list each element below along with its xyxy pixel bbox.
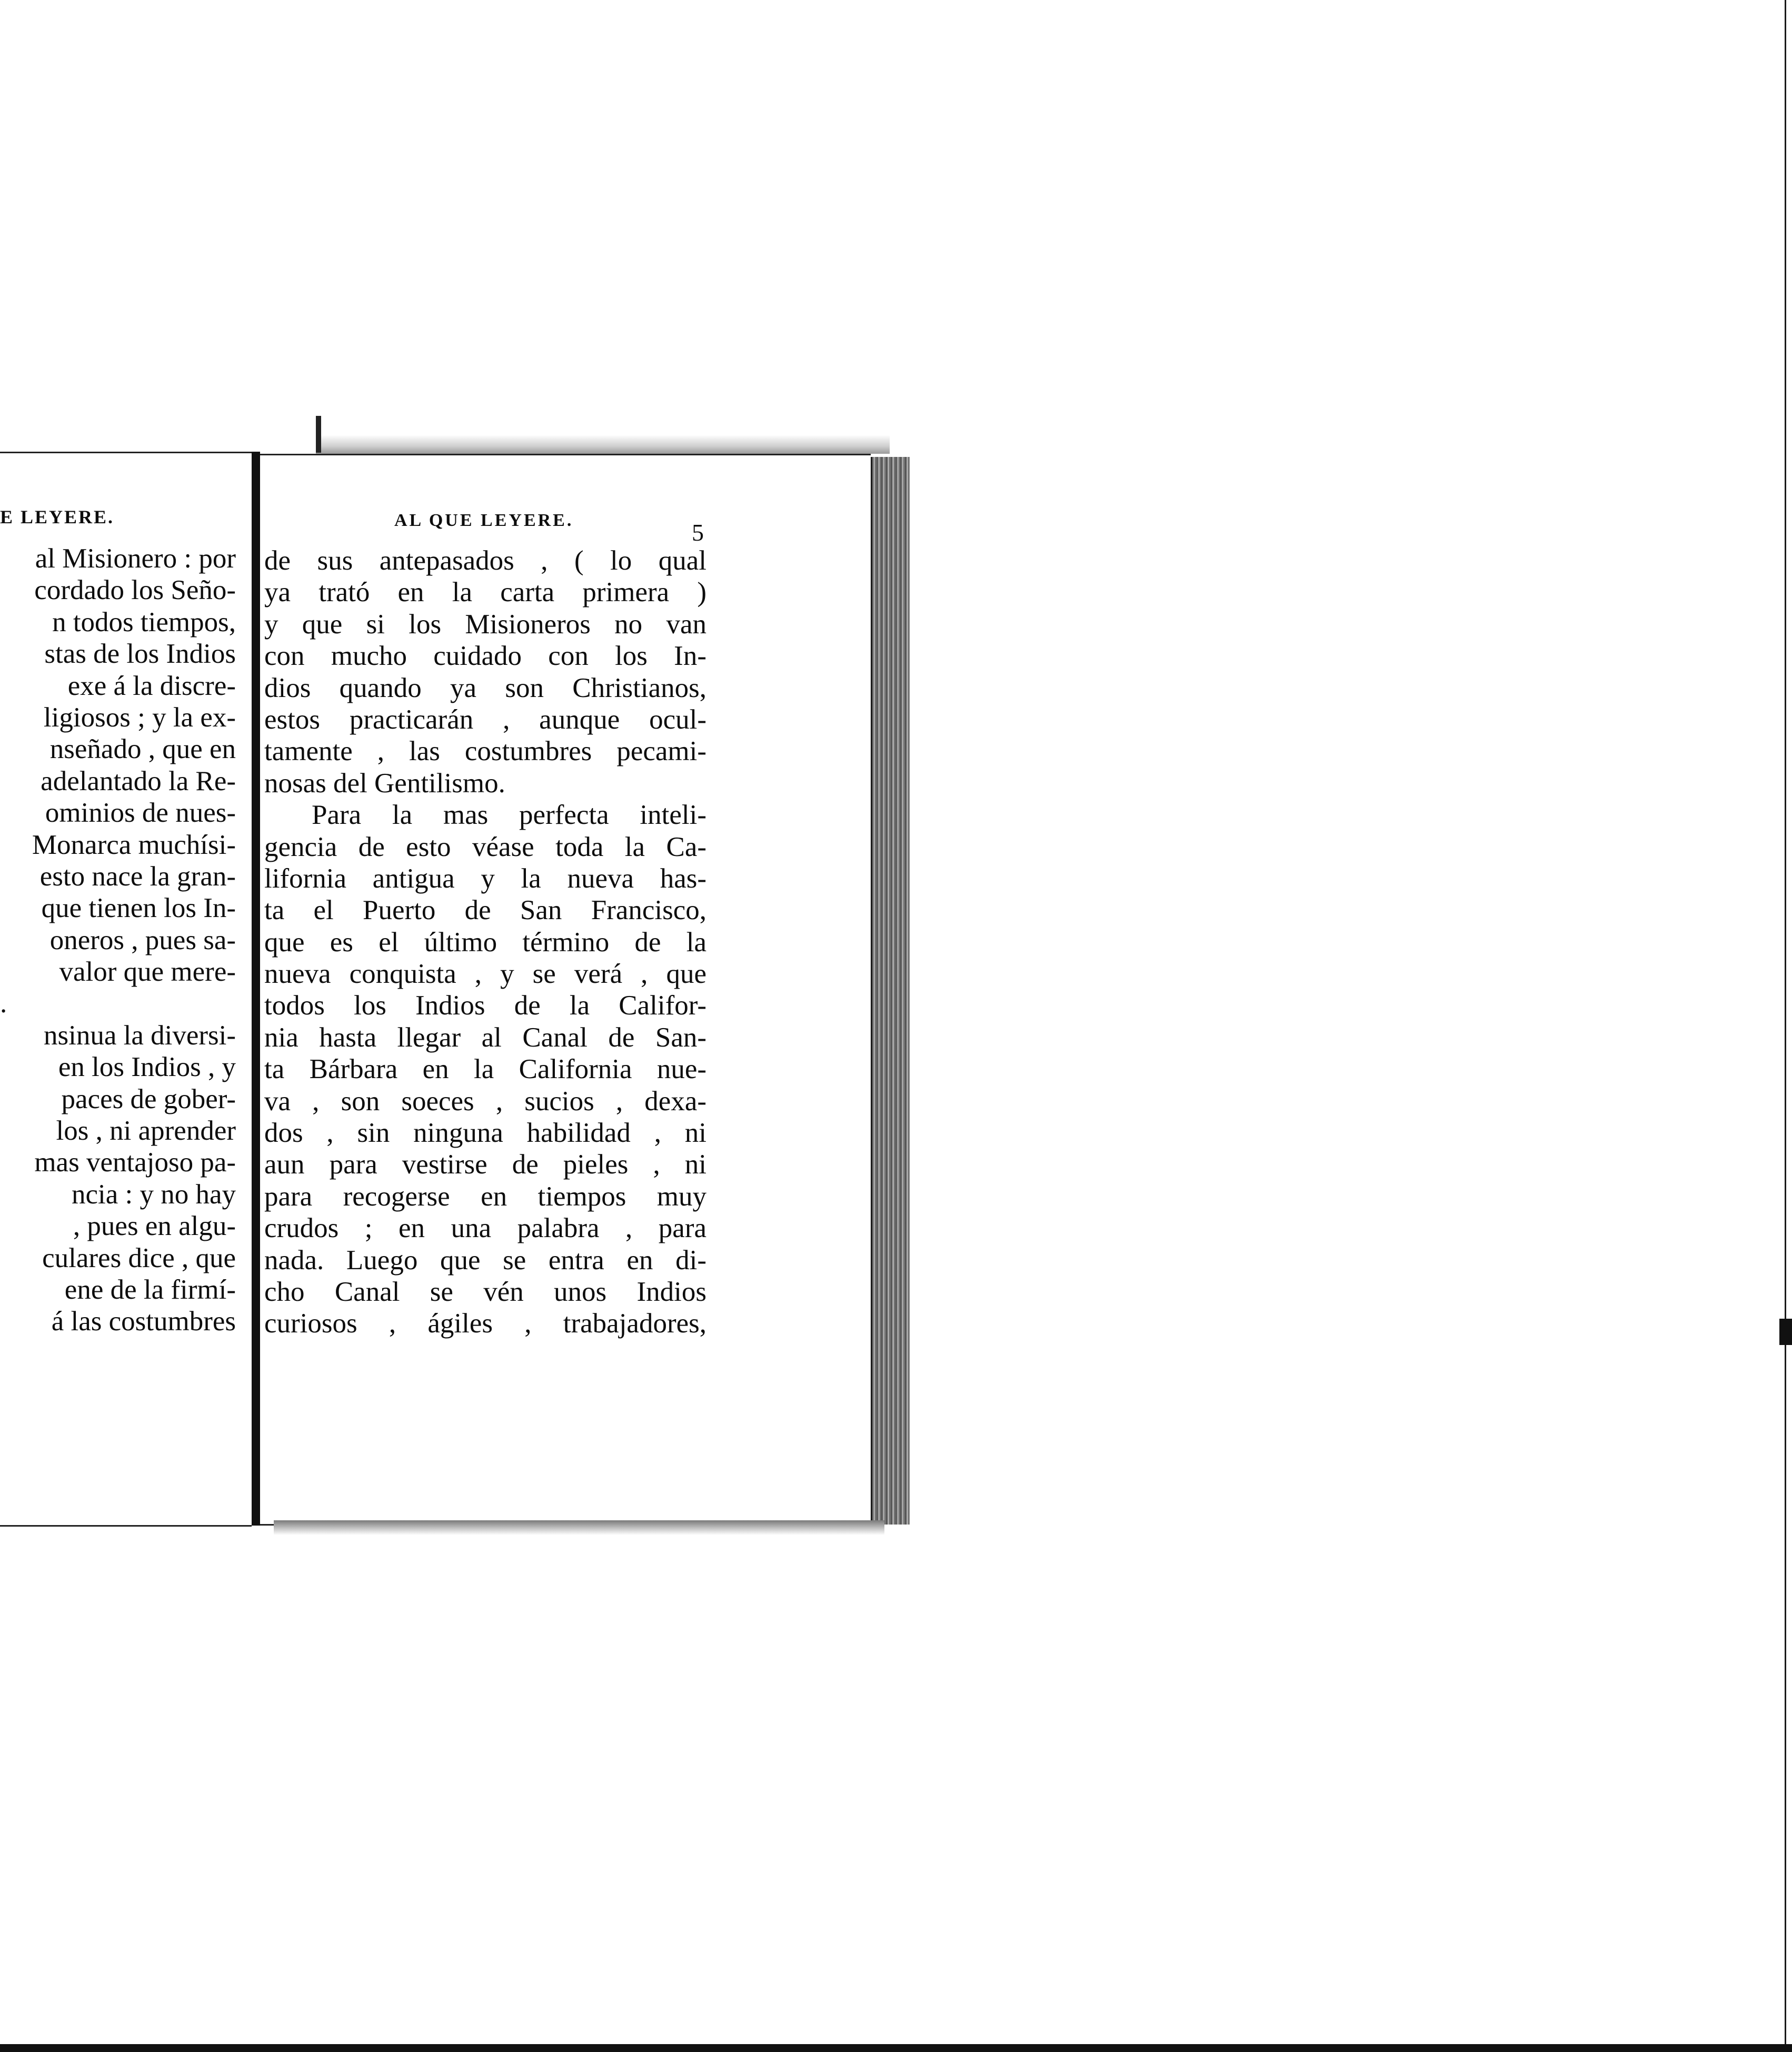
text-line: y que si los Misioneros no van — [264, 609, 706, 640]
text-line: tamente , las costumbres pecami- — [264, 736, 706, 767]
text-line: , pues en algu- — [73, 1211, 236, 1242]
text-line: con mucho cuidado con los In- — [264, 641, 706, 672]
text-line: nosas del Gentilismo. — [264, 768, 505, 799]
text-line: dos , sin ninguna habilidad , ni — [264, 1118, 706, 1149]
text-line: en los Indios , y — [58, 1052, 236, 1083]
scan-right-border — [1785, 0, 1786, 2052]
text-line: nseñado , que en — [49, 734, 236, 765]
text-line: ominios de nues- — [45, 798, 236, 829]
right-page — [260, 454, 871, 1526]
left-page-text — [0, 543, 236, 1338]
text-line: todos los Indios de la Califor- — [264, 990, 706, 1021]
text-line: dios quando ya son Christianos, — [264, 672, 706, 703]
text-line: mas ventajoso pa- — [34, 1147, 236, 1178]
text-line: ene de la firmí- — [64, 1274, 236, 1305]
text-line: exe á la discre- — [67, 670, 236, 701]
text-line: los , ni aprender — [56, 1115, 236, 1147]
text-line: nia hasta llegar al Canal de San- — [264, 1022, 706, 1053]
text-line: paces de gober- — [61, 1083, 236, 1114]
left-running-head: E LEYERE. — [0, 506, 115, 527]
page-number: 5 — [692, 519, 704, 546]
text-line: n todos tiempos, — [52, 606, 236, 637]
text-line: cordado los Seño- — [34, 575, 236, 606]
text-line: esto nace la gran- — [39, 861, 236, 892]
text-line: nueva conquista , y se verá , que — [264, 959, 706, 990]
text-line: valor que mere- — [59, 957, 236, 988]
right-page-text — [264, 545, 706, 1340]
text-line: aun para vestirse de pieles , ni — [264, 1149, 706, 1180]
text-line: ligiosos ; y la ex- — [43, 702, 236, 733]
text-line: que tienen los In- — [41, 893, 236, 924]
right-running-head: AL QUE LEYERE. — [394, 511, 574, 530]
text-line: ta el Puerto de San Francisco, — [264, 895, 706, 926]
text-line: ta Bárbara en la California nue- — [264, 1054, 706, 1085]
text-line: lifornia antigua y la nueva has- — [264, 863, 706, 894]
text-line: ya trató en la carta primera ) — [264, 577, 706, 608]
text-line: ncia : y no hay — [71, 1179, 236, 1210]
text-line: que es el último término de la — [264, 927, 706, 958]
text-line: gencia de esto véase toda la Ca- — [264, 831, 706, 862]
book-top-shadow — [316, 435, 890, 454]
left-page — [0, 452, 252, 1527]
text-line: curiosos , ágiles , trabajadores, — [264, 1308, 706, 1339]
text-line: á las costumbres — [51, 1306, 236, 1337]
text-line: culares dice , que — [42, 1242, 236, 1273]
text-line: oneros , pues sa- — [49, 924, 236, 955]
text-line: de sus antepasados , ( lo qual — [264, 545, 706, 576]
book-fore-edge — [871, 457, 910, 1525]
text-line: cho Canal se vén unos Indios — [264, 1276, 706, 1307]
bookmark-tab — [316, 416, 321, 453]
text-line: Monarca muchísi- — [32, 829, 236, 860]
text-line: nada. Luego que se entra en di- — [264, 1244, 706, 1276]
text-line: Para la mas perfecta inteli- — [312, 800, 706, 831]
text-line: stas de los Indios — [44, 639, 236, 670]
scan-bottom-border — [0, 2044, 1792, 2052]
text-line: crudos ; en una palabra , para — [264, 1213, 706, 1244]
book-bottom-shadow — [274, 1520, 884, 1535]
text-line: nsinua la diversi- — [43, 1020, 236, 1051]
book-gutter — [252, 452, 260, 1526]
text-line: estos practicarán , aunque ocul- — [264, 704, 706, 735]
text-line: adelantado la Re- — [41, 765, 236, 796]
text-line: al Misionero : por — [35, 543, 236, 574]
text-line: va , son soeces , sucios , dexa- — [264, 1085, 706, 1117]
text-line: para recogerse en tiempos muy — [264, 1181, 706, 1212]
text-line: . — [0, 988, 7, 1019]
scan-edge-mark — [1779, 1319, 1792, 1345]
